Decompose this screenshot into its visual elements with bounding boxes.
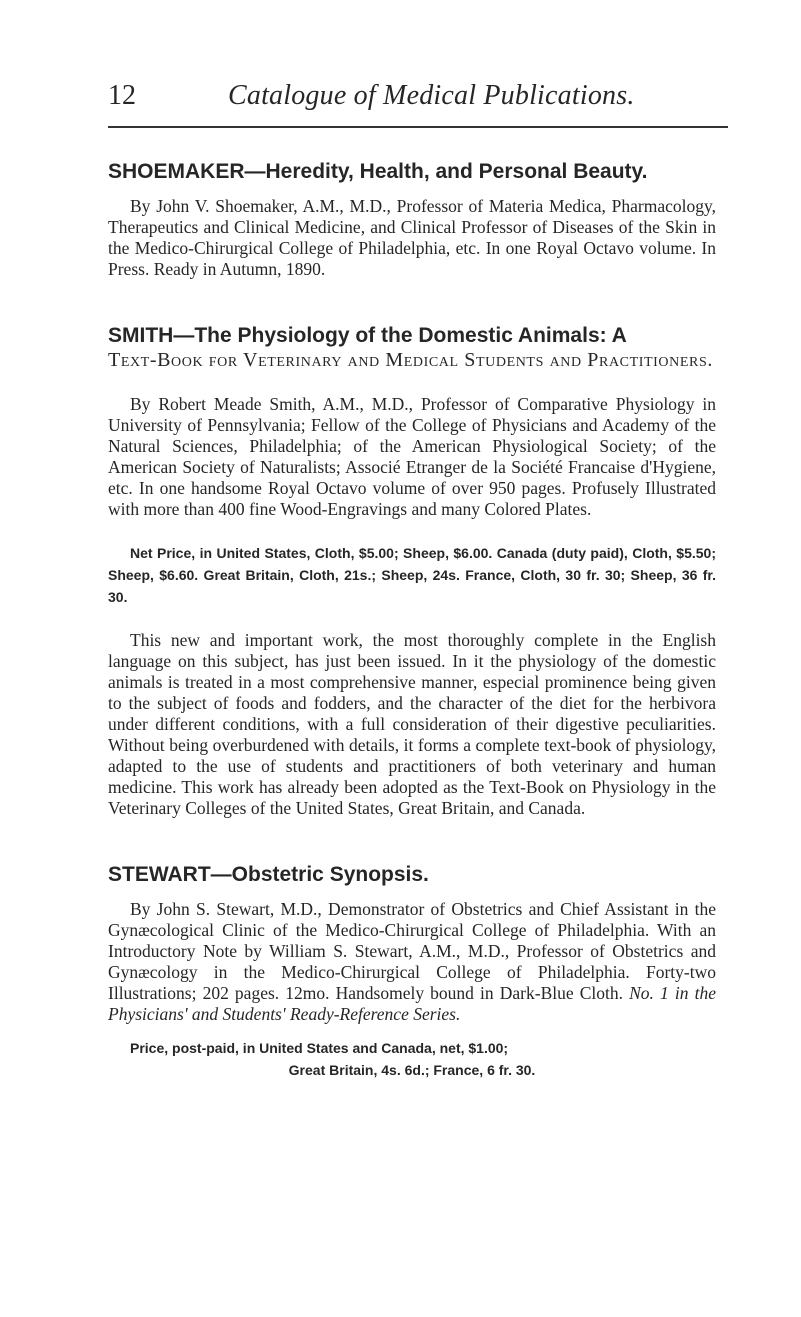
page-number: 12 bbox=[108, 80, 136, 111]
entry-heading-sub: Text-Book for Veterinary and Medical Students and Practitioners. bbox=[108, 349, 713, 371]
entry-heading-main: SMITH—The Physiology of the Domestic Animals: A bbox=[108, 324, 627, 347]
page-header bbox=[108, 80, 728, 124]
entry-heading: STEWART—Obstetric Synopsis. bbox=[108, 863, 429, 886]
entry-author-details: By Robert Meade Smith, A.M., M.D., Professor of Comparative Physiology in University of Pennsylvania; Fellow of the College of Physicians and Academy of the Natural Sciences, Philadelphia; of the American Physiological Society; of the American Society of Naturalists; Associé Etranger de la Société Francaise d'Hygiene, etc. In one handsome Royal Octavo volume of over 950 pages. Profusely Illustrated with more than 400 fine Wood-Engravings and many Colored Plates. bbox=[108, 394, 716, 519]
entry-description: By John V. Shoemaker, A.M., M.D., Professor of Materia Medica, Pharmacology, Therapeutics and Clinical Medicine, and Clinical Professor of Diseases of the Skin in the Medico-Chirurgical College of Philadelphia, etc. In one Royal Octavo volume. In Press. Ready in Autumn, 1890. bbox=[108, 196, 716, 279]
series-note: No. 1 in the Physicians' and Students' Ready-Reference Series. bbox=[108, 983, 716, 1024]
header-rule bbox=[108, 126, 728, 128]
entry-description-main: By John S. Stewart, M.D., Demonstrator of Obstetrics and Chief Assistant in the Gynæcological Clinic of the Medico-Chirurgical College of Philadelphia. With an Introductory Note by William S. Stewart, A.M., M.D., Professor of Obstetrics and Gynæcology in the Medico-Chirurgical College of Philadelphia. Forty-two Illustrations; 202 pages. 12mo. Handsomely bound in Dark-Blue Cloth. bbox=[108, 899, 716, 1003]
catalogue-entries bbox=[108, 160, 716, 1081]
entry-price-line-1: Price, post-paid, in United States and Canada, net, $1.00; bbox=[130, 1040, 509, 1056]
entry-heading: SHOEMAKER—Heredity, Health, and Personal Beauty. bbox=[108, 160, 648, 183]
entry-price: Net Price, in United States, Cloth, $5.00; Sheep, $6.00. Canada (duty paid), Cloth, $5.50; Sheep, $6.60. Great Britain, Cloth, 21s.; Sheep, 24s. France, Cloth, 30 fr. 30; Sheep, 36 fr. 30. bbox=[108, 545, 716, 605]
running-title: Catalogue of Medical Publications. bbox=[228, 80, 635, 111]
entry-price-line-2: Great Britain, 4s. 6d.; France, 6 fr. 30. bbox=[288, 1062, 536, 1078]
entry-description: This new and important work, the most thoroughly complete in the English language on this subject, has just been issued. In it the physiology of the domestic animals is treated in a most comprehensive manner, especial prominence being given to the subject of foods and fodders, and the character of the diet for the herbivora under different conditions, with a full consideration of their digestive peculiarities. Without being overburdened with details, it forms a complete text-book of physiology, adapted to the use of students and practitioners of both veterinary and human medicine. This work has already been adopted as the Text-Book on Physiology in the Veterinary Colleges of the United States, Great Britain, and Canada. bbox=[108, 630, 716, 818]
entry-stewart bbox=[108, 863, 716, 1081]
entry-description bbox=[108, 899, 716, 1025]
entry-smith bbox=[108, 324, 716, 819]
entry-heading bbox=[108, 324, 716, 372]
entry-shoemaker bbox=[108, 160, 716, 280]
